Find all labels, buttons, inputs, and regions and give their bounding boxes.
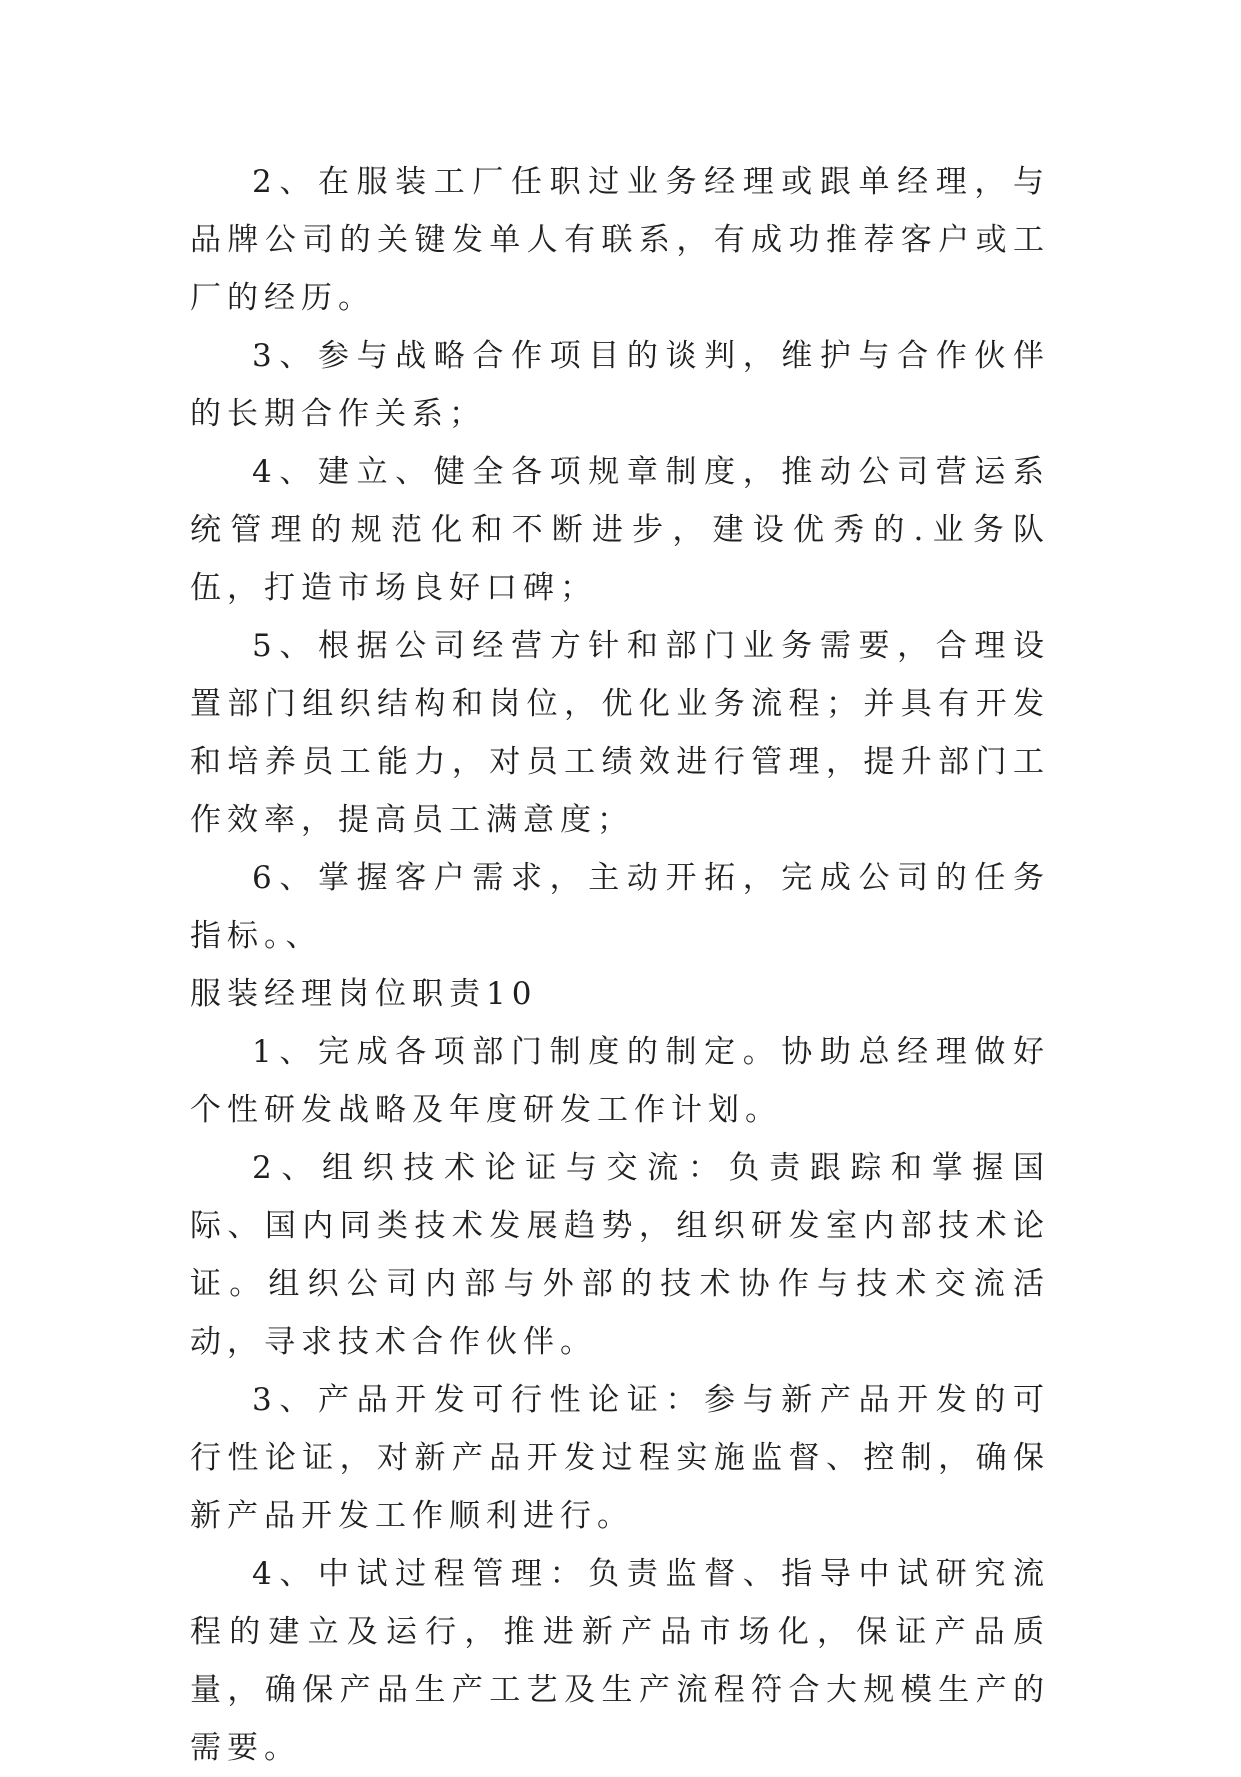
paragraph-section10-duty-3: 3、产品开发可行性论证：参与新产品开发的可行性论证，对新产品开发过程实施监督、控制，确保新产品开发工作顺利进行。: [190, 1382, 1050, 1534]
paragraph-section10-duty-1: 1、完成各项部门制度的制定。协助总经理做好个性研发战略及年度研发工作计划。: [190, 1034, 1050, 1128]
paragraph-section10-duty-2: 2、组织技术论证与交流：负责跟踪和掌握国际、国内同类技术发展趋势，组织研发室内部技术论证。组织公司内部与外部的技术协作与技术交流活动，寻求技术合作伙伴。: [190, 1150, 1050, 1360]
paragraph-section10-duty-4: 4、中试过程管理：负责监督、指导中试研究流程的建立及运行，推进新产品市场化，保证产品质量，确保产品生产工艺及生产流程符合大规模生产的需要。: [190, 1556, 1050, 1766]
section-heading: 服装经理岗位职责10: [190, 976, 538, 1012]
paragraph-duty-4: 4、建立、健全各项规章制度，推动公司营运系统管理的规范化和不断进步，建设优秀的.业务队伍，打造市场良好口碑；: [190, 454, 1050, 606]
paragraph-duty-3: 3、参与战略合作项目的谈判，维护与合作伙伴的长期合作关系；: [190, 338, 1050, 432]
paragraph-duty-6: 6、掌握客户需求，主动开拓，完成公司的任务指标。、: [190, 860, 1050, 954]
document-body: [190, 153, 1050, 1777]
paragraph-duty-2: 2、在服装工厂任职过业务经理或跟单经理，与品牌公司的关键发单人有联系，有成功推荐客户或工厂的经历。: [190, 164, 1050, 316]
paragraph-duty-5: 5、根据公司经营方针和部门业务需要，合理设置部门组织结构和岗位，优化业务流程；并具有开发和培养员工能力，对员工绩效进行管理，提升部门工作效率，提高员工满意度；: [190, 628, 1050, 838]
